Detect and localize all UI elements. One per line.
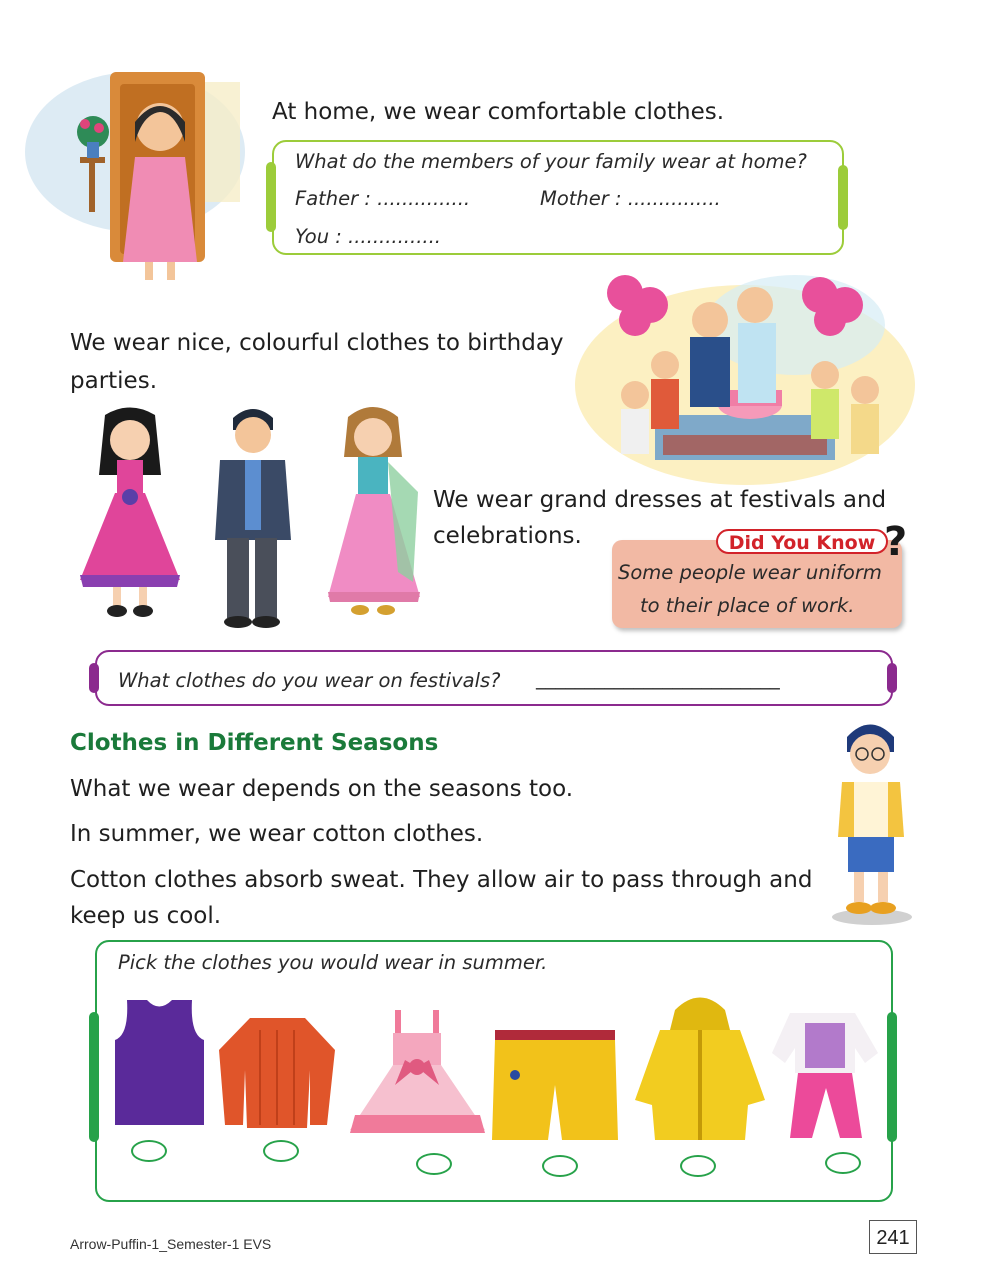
box-tab-right	[838, 165, 848, 230]
did-you-know-line2: to their place of work.	[640, 594, 855, 617]
you-blank[interactable]: You : ...............	[295, 225, 442, 248]
yellow-raincoat-image	[630, 990, 770, 1145]
girl-pink-dress-illustration	[75, 405, 185, 625]
seasons-line4: keep us cool.	[70, 903, 222, 929]
pick-circle-sweater[interactable]	[263, 1140, 299, 1162]
seasons-line3: Cotton clothes absorb sweat. They allow air to pass through and	[70, 867, 813, 893]
family-question: What do the members of your family wear at home?	[295, 150, 807, 173]
pick-circle-pyjamas[interactable]	[825, 1152, 861, 1174]
pick-circle-frock[interactable]	[416, 1153, 452, 1175]
birthday-text-line1: We wear nice, colourful clothes to birthday	[70, 330, 564, 356]
activity-instruction: Pick the clothes you would wear in summer.	[118, 951, 548, 974]
pick-circle-shorts[interactable]	[542, 1155, 578, 1177]
festival-text-line2: celebrations.	[433, 523, 582, 549]
did-you-know-line1: Some people wear uniform	[618, 561, 882, 584]
page-number: 241	[869, 1220, 917, 1254]
birthday-party-illustration	[575, 265, 915, 485]
boy-summer-illustration	[822, 712, 917, 927]
footer-book-title: Arrow-Puffin-1_Semester-1 EVS	[70, 1236, 272, 1252]
girl-at-home-illustration	[25, 62, 265, 287]
activity-box-tab-left	[89, 1012, 99, 1142]
activity-box-tab-right	[887, 1012, 897, 1142]
orange-sweater-image	[215, 1010, 340, 1135]
pick-circle-raincoat[interactable]	[680, 1155, 716, 1177]
father-blank[interactable]: Father : ...............	[295, 187, 471, 210]
seasons-line1: What we wear depends on the seasons too.	[70, 776, 574, 802]
purple-vest-image	[112, 995, 207, 1130]
boy-suit-illustration	[205, 400, 300, 630]
festival-text-line1: We wear grand dresses at festivals and	[433, 487, 887, 513]
box-tab-left	[266, 162, 276, 232]
did-you-know-title: Did You Know	[716, 529, 888, 554]
festival-question: What clothes do you wear on festivals?	[118, 669, 501, 692]
pink-frock-image	[345, 1005, 490, 1140]
girl-lehenga-illustration	[318, 402, 428, 627]
seasons-line2: In summer, we wear cotton clothes.	[70, 821, 484, 847]
seasons-heading: Clothes in Different Seasons	[70, 730, 439, 756]
birthday-text-line2: parties.	[70, 368, 158, 394]
pick-circle-vest[interactable]	[131, 1140, 167, 1162]
yellow-shorts-image	[490, 1025, 620, 1145]
festival-box-tab-right	[887, 663, 897, 693]
question-mark-icon: ?	[884, 519, 908, 565]
festival-box-tab-left	[89, 663, 99, 693]
mother-blank[interactable]: Mother : ...............	[540, 187, 721, 210]
festival-answer-blank[interactable]: _________________________	[536, 667, 780, 690]
pink-pyjamas-image	[770, 1008, 880, 1143]
home-clothes-text: At home, we wear comfortable clothes.	[272, 99, 725, 125]
